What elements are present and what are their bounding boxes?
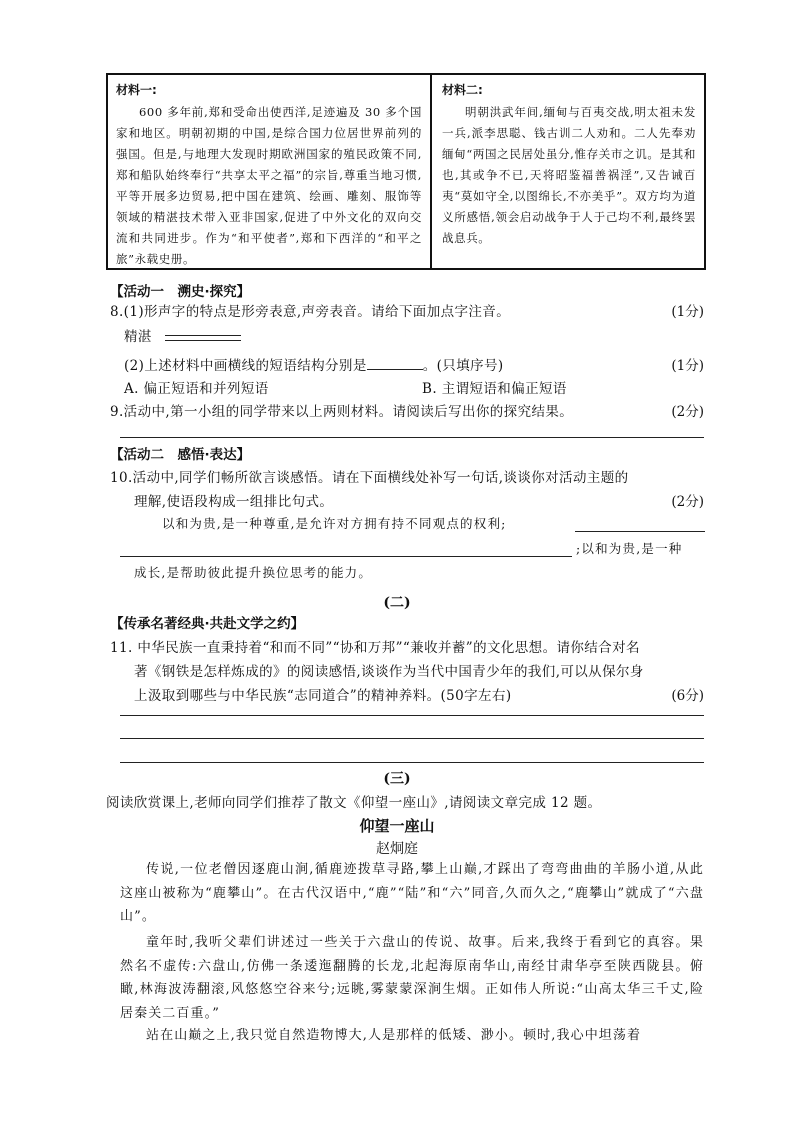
question-8-2-score: (1分) [671, 358, 704, 374]
article-paragraph-2: 童年时,我听父辈们讲述过一些关于六盘山的传说、故事。后来,我终于看到它的真容。果然名不虚传:六盘山,仿佛一条逶迤翻腾的长龙,北起海原南华山,南经甘肃华亭至陕西陇县。俯瞰,林海波涛翻滚,风悠悠空谷来兮;远眺,雾蒙蒙深涧生烟。正如伟人所说:“山高太华三千丈,险居秦关二百重。” [120, 935, 704, 1021]
question-10-score: (2分) [671, 494, 704, 510]
materials-box [106, 73, 706, 270]
material-two-title: 材料二: [442, 83, 483, 97]
question-8-2 [124, 354, 504, 374]
question-10-blank-2[interactable] [120, 556, 572, 557]
option-a: A. 偏正短语和并列短语 [124, 381, 269, 397]
question-9: 9.活动中,第一小组的同学带来以上两则材料。请阅读后写出你的探究结果。 [110, 404, 574, 420]
question-8-2-blank[interactable] [367, 369, 423, 370]
part-two-heading: 【传承名著经典·共赴文学之约】 [110, 616, 305, 632]
material-two [432, 75, 704, 268]
question-8-word-row [124, 325, 241, 345]
question-8-2-text: (2)上述材料中画横线的短语结构分别是 [124, 358, 367, 374]
question-11-score: (6分) [671, 688, 704, 704]
question-11-answer-line-3[interactable] [120, 762, 704, 763]
question-11-answer-line-2[interactable] [120, 738, 704, 739]
question-10-blank-1[interactable] [575, 531, 705, 532]
question-10-line-d: ;以和为贵,是一种 [576, 541, 683, 556]
material-one-title: 材料一: [116, 83, 157, 97]
question-8-2-tail: 。(只填序号) [422, 358, 504, 374]
question-8-word: 精湛 [124, 329, 152, 345]
article-paragraph-3: 站在山巅之上,我只觉自然造物博大,人是那样的低矮、渺小。顿时,我心中坦荡着 [146, 1028, 642, 1043]
question-9-answer-line[interactable] [120, 437, 704, 438]
question-11-answer-line-1[interactable] [120, 715, 704, 716]
material-two-text: 明朝洪武年间,缅甸与百夷交战,明太祖未发一兵,派李思聪、钱古训二人劝和。二人先奉劝缅甸“两国之民居处虽分,惟存关市之讥。是其和也,其或争不已,天将昭鉴福善祸淫”,又告诫百夷“莫如守全,以图绵长,不亦美乎”。双方均为道义所感悟,领会启动战争于人于己均不利,最终罢战息兵。 [442, 105, 696, 245]
question-11-line-a: 11. 中华民族一直秉持着“和而不同”“协和万邦”“兼收并蓄”的文化思想。请你结合对名 [110, 640, 640, 656]
article-paragraph-1: 传说,一位老僧因逐鹿山涧,循鹿迹拨草寻路,攀上山巅,才踩出了弯弯曲曲的羊肠小道,从此这座山被称为“鹿攀山”。在古代汉语中,“鹿”“陆”和“六”同音,久而久之,“鹿攀山”就成了“六盘山”。 [120, 862, 704, 924]
pinyin-answer-lines[interactable] [165, 331, 241, 345]
question-8-1-score: (1分) [671, 304, 704, 320]
question-10-line-e: 成长,是帮助彼此提升换位思考的能力。 [134, 565, 373, 580]
question-10-line-c: 以和为贵,是一种尊重,是允许对方拥有持不同观点的权利; [162, 516, 507, 531]
reading-intro: 阅读欣赏课上,老师向同学们推荐了散文《仰望一座山》,请阅读文章完成 12 题。 [106, 795, 602, 811]
question-10-line-b: 理解,使语段构成一组排比句式。 [134, 494, 334, 510]
material-one-text: 600 多年前,郑和受命出使西洋,足迹遍及 30 多个国家和地区。明朝初期的中国,是综合国力位居世界前列的强国。但是,与地理大发现时期欧洲国家的殖民政策不同,郑和船队始终奉行“共享太平之福”的宗旨,尊重当地习惯,平等开展多边贸易,把中国在建筑、绘画、雕刻、服饰等领域的精湛技术带入亚非国家,促进了中外文化的双向交流和共同进步。作为“和平使者”,郑和下西洋的“和平之旅”永载史册。 [116, 105, 422, 266]
question-11-line-b: 著《钢铁是怎样炼成的》的阅读感悟,谈谈作为当代中国青少年的我们,可以从保尔身 [134, 664, 644, 680]
part-two-number: (二) [383, 595, 411, 611]
part-three-number: (三) [383, 771, 411, 787]
article-title: 仰望一座山 [359, 817, 435, 835]
question-11-line-c: 上汲取到哪些与中华民族“志同道合”的精神养料。(50字左右) [134, 688, 512, 704]
activity-two-heading: 【活动二 感悟·表达】 [110, 447, 251, 463]
material-one [108, 75, 432, 268]
question-9-score: (2分) [671, 404, 704, 420]
option-b: B. 主谓短语和偏正短语 [422, 381, 567, 397]
article-author: 赵炯庭 [376, 841, 418, 857]
activity-one-heading: 【活动一 溯史·探究】 [110, 284, 251, 300]
question-8-1: 8.(1)形声字的特点是形旁表意,声旁表音。请给下面加点字注音。 [110, 304, 511, 320]
question-10-line-a: 10.活动中,同学们畅所欲言谈感悟。请在下面横线处补写一句话,谈谈你对活动主题的 [110, 470, 629, 486]
